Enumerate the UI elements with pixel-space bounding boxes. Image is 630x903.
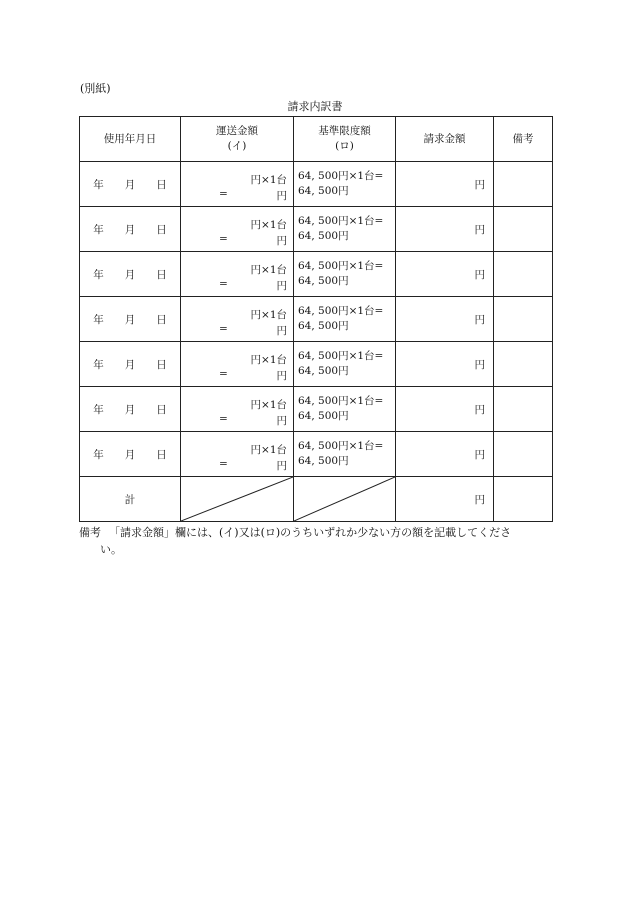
standard-cell <box>294 252 396 297</box>
year-label: 年 <box>93 358 104 371</box>
standard-cell <box>294 207 396 252</box>
transport-equals: = <box>219 368 228 380</box>
request-yen: 円 <box>474 178 485 191</box>
transport-yen: 円 <box>276 370 287 382</box>
request-yen: 円 <box>474 358 485 371</box>
month-label: 月 <box>124 313 136 326</box>
month-label: 月 <box>124 403 136 416</box>
month-label: 月 <box>124 223 136 236</box>
request-cell[interactable] <box>396 432 494 477</box>
standard-formula: 64, 500円×1台= <box>298 305 384 317</box>
transport-rate: 円×1台 <box>250 309 287 321</box>
date-cell[interactable] <box>80 297 181 342</box>
header-date-text: 使用年月日 <box>103 132 157 145</box>
request-cell[interactable] <box>396 252 494 297</box>
month-label: 月 <box>124 358 136 371</box>
transport-yen: 円 <box>276 325 287 337</box>
transport-cell[interactable] <box>181 387 294 432</box>
day-label: 日 <box>156 268 167 281</box>
day-label: 日 <box>156 313 167 326</box>
date-cell[interactable] <box>80 162 181 207</box>
total-label: 計 <box>124 493 136 506</box>
standard-formula: 64, 500円×1台= <box>298 215 384 227</box>
total-label-cell <box>80 477 181 522</box>
standard-formula: 64, 500円×1台= <box>298 440 384 452</box>
date-cell[interactable] <box>80 342 181 387</box>
day-label: 日 <box>156 178 167 191</box>
transport-cell[interactable] <box>181 252 294 297</box>
remarks-cell[interactable] <box>494 252 553 297</box>
day-label: 日 <box>156 403 167 416</box>
header-remarks <box>494 117 553 162</box>
request-cell[interactable] <box>396 387 494 432</box>
request-cell[interactable] <box>396 162 494 207</box>
day-label: 日 <box>156 358 167 371</box>
header-remarks-text: 備考 <box>512 132 534 145</box>
transport-yen: 円 <box>276 280 287 292</box>
header-request <box>396 117 494 162</box>
transport-cell[interactable] <box>181 162 294 207</box>
remarks-cell[interactable] <box>494 162 553 207</box>
transport-equals: = <box>219 233 228 245</box>
transport-rate: 円×1台 <box>250 444 287 456</box>
date-cell[interactable] <box>80 387 181 432</box>
request-cell[interactable] <box>396 207 494 252</box>
standard-amount: 64, 500円 <box>298 365 349 377</box>
month-label: 月 <box>124 448 136 461</box>
transport-equals: = <box>219 413 228 425</box>
annex-label: (別紙) <box>80 82 111 95</box>
table-row <box>80 387 553 432</box>
date-cell[interactable] <box>80 252 181 297</box>
transport-cell[interactable] <box>181 297 294 342</box>
remarks-cell[interactable] <box>494 342 553 387</box>
header-standard-line2: (ロ) <box>335 140 354 152</box>
transport-cell[interactable] <box>181 207 294 252</box>
remarks-cell[interactable] <box>494 207 553 252</box>
header-standard-line1: 基準限度額 <box>318 125 371 137</box>
standard-cell <box>294 162 396 207</box>
standard-cell <box>294 432 396 477</box>
request-yen: 円 <box>474 313 485 326</box>
header-request-text: 請求金額 <box>423 132 466 145</box>
transport-yen: 円 <box>276 460 287 472</box>
year-label: 年 <box>93 268 104 281</box>
transport-yen: 円 <box>276 415 287 427</box>
remarks-cell[interactable] <box>494 432 553 477</box>
standard-amount: 64, 500円 <box>298 185 349 197</box>
document-title: 請求内訳書 <box>287 100 343 113</box>
month-label: 月 <box>124 178 136 191</box>
total-request-cell[interactable] <box>396 477 494 522</box>
standard-cell <box>294 342 396 387</box>
table-row <box>80 432 553 477</box>
transport-equals: = <box>219 458 228 470</box>
standard-cell <box>294 387 396 432</box>
standard-formula: 64, 500円×1台= <box>298 260 384 272</box>
transport-equals: = <box>219 188 228 200</box>
transport-rate: 円×1台 <box>250 174 287 186</box>
year-label: 年 <box>93 313 104 326</box>
footnote-label: 備考 <box>79 526 101 539</box>
day-label: 日 <box>156 448 167 461</box>
standard-amount: 64, 500円 <box>298 230 349 242</box>
date-cell[interactable] <box>80 207 181 252</box>
year-label: 年 <box>93 223 104 236</box>
table-row <box>80 252 553 297</box>
year-label: 年 <box>93 178 104 191</box>
total-yen: 円 <box>474 493 485 506</box>
transport-cell[interactable] <box>181 432 294 477</box>
year-label: 年 <box>93 448 104 461</box>
total-standard-slash-cell <box>294 477 396 522</box>
remarks-cell[interactable] <box>494 387 553 432</box>
footnote <box>79 524 554 558</box>
transport-cell[interactable] <box>181 342 294 387</box>
diagonal-slash <box>181 477 293 521</box>
request-yen: 円 <box>474 268 485 281</box>
header-date <box>80 117 181 162</box>
request-yen: 円 <box>474 223 485 236</box>
standard-amount: 64, 500円 <box>298 275 349 287</box>
breakdown-table <box>79 116 553 522</box>
month-label: 月 <box>124 268 136 281</box>
year-label: 年 <box>93 403 104 416</box>
table-row <box>80 297 553 342</box>
request-cell[interactable] <box>396 297 494 342</box>
standard-amount: 64, 500円 <box>298 410 349 422</box>
header-standard <box>294 117 396 162</box>
table-row <box>80 162 553 207</box>
transport-rate: 円×1台 <box>250 354 287 366</box>
total-transport-slash-cell <box>181 477 294 522</box>
footnote-line2: い。 <box>100 543 122 556</box>
diagonal-slash <box>294 477 395 521</box>
header-row <box>80 117 553 162</box>
header-transport <box>181 117 294 162</box>
request-yen: 円 <box>474 448 485 461</box>
transport-rate: 円×1台 <box>250 219 287 231</box>
standard-amount: 64, 500円 <box>298 455 349 467</box>
footnote-text: 「請求金額」欄には、(イ)又は(ロ)のうちいずれか少ない方の額を記載してくださ <box>109 526 512 539</box>
day-label: 日 <box>156 223 167 236</box>
request-yen: 円 <box>474 403 485 416</box>
transport-rate: 円×1台 <box>250 264 287 276</box>
remarks-cell[interactable] <box>494 297 553 342</box>
transport-yen: 円 <box>276 190 287 202</box>
standard-cell <box>294 297 396 342</box>
footnote-line1 <box>79 524 554 541</box>
standard-amount: 64, 500円 <box>298 320 349 332</box>
total-row <box>80 477 553 522</box>
transport-equals: = <box>219 278 228 290</box>
standard-formula: 64, 500円×1台= <box>298 170 384 182</box>
header-transport-line1: 運送金額 <box>216 125 258 137</box>
date-cell[interactable] <box>80 432 181 477</box>
transport-rate: 円×1台 <box>250 399 287 411</box>
header-transport-line2: (イ) <box>227 140 247 152</box>
table-row <box>80 207 553 252</box>
standard-formula: 64, 500円×1台= <box>298 395 384 407</box>
standard-formula: 64, 500円×1台= <box>298 350 384 362</box>
transport-yen: 円 <box>276 235 287 247</box>
request-cell[interactable] <box>396 342 494 387</box>
table-row <box>80 342 553 387</box>
total-remarks-cell[interactable] <box>494 477 553 522</box>
transport-equals: = <box>219 323 228 335</box>
